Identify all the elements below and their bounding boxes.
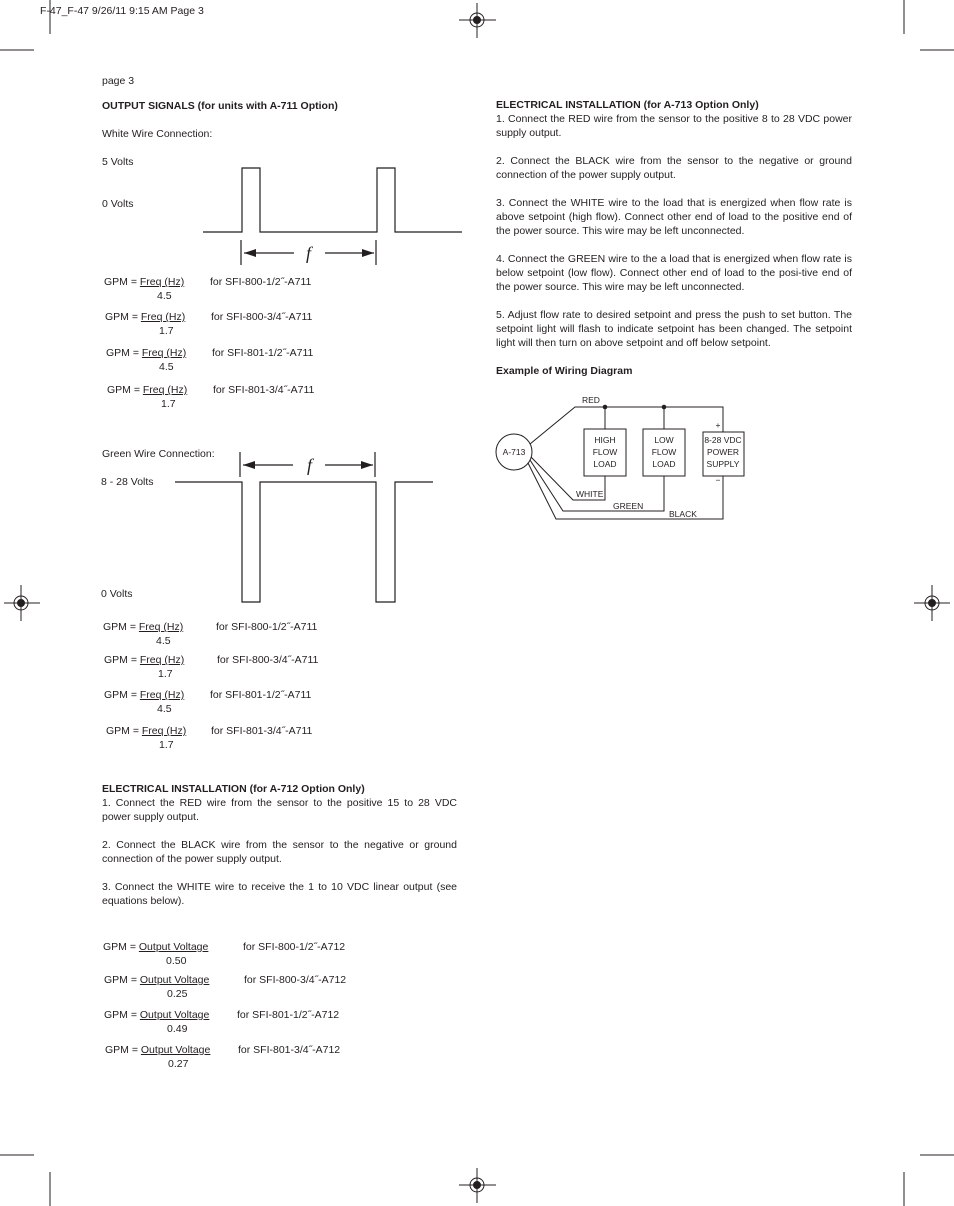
equation-lhs: GPM = Output Voltage	[104, 974, 210, 986]
equation-denominator: 0.25	[167, 988, 188, 1000]
equation-lhs: GPM = Freq (Hz)	[107, 384, 188, 396]
plus-terminal-label: +	[715, 420, 721, 430]
equation-lhs: GPM = Freq (Hz)	[104, 654, 185, 666]
equation-model: for SFI-801-3/4˝-A711	[211, 725, 313, 737]
equation-lhs: GPM = Freq (Hz)	[104, 689, 185, 701]
white-wire-label: White Wire Connection:	[102, 128, 213, 140]
high-load-line: HIGH	[594, 435, 616, 445]
equation-denominator: 0.49	[167, 1023, 188, 1035]
equation-denominator: 4.5	[159, 361, 174, 373]
equation-lhs: GPM = Output Voltage	[105, 1044, 211, 1056]
equation-lhs: GPM = Output Voltage	[103, 941, 209, 953]
equation-denominator: 4.5	[156, 635, 171, 647]
equation-model: for SFI-800-1/2˝-A711	[210, 276, 312, 288]
green-wire-label: Green Wire Connection:	[102, 448, 215, 460]
supply-line: SUPPLY	[706, 459, 740, 469]
print-slug: F-47_F-47 9/26/11 9:15 AM Page 3	[40, 5, 204, 17]
equation-denominator: 0.27	[168, 1058, 189, 1070]
wiring-diagram-heading: Example of Wiring Diagram	[496, 365, 633, 377]
equation-model: for SFI-801-1/2˝-A712	[237, 1009, 340, 1021]
black-wire-label: BLACK	[669, 509, 697, 519]
a712-step: 2. Connect the BLACK wire from the sensor to the negative or ground connection of the power supply output.	[102, 839, 457, 865]
equation-denominator: 0.50	[166, 955, 187, 967]
equation-denominator: 4.5	[157, 290, 172, 302]
sensor-label: A-713	[502, 447, 526, 457]
white-high-voltage: 5 Volts	[102, 156, 134, 168]
equation-denominator: 4.5	[157, 703, 172, 715]
equation-model: for SFI-800-3/4˝-A711	[211, 311, 313, 323]
equation-model: for SFI-800-3/4˝-A711	[217, 654, 319, 666]
frequency-symbol: f	[307, 455, 313, 475]
equation-model: for SFI-801-3/4˝-A712	[238, 1044, 341, 1056]
a712-heading: ELECTRICAL INSTALLATION (for A-712 Option Only)	[102, 783, 365, 795]
equation-model: for SFI-801-3/4˝-A711	[213, 384, 315, 396]
junction-dot	[662, 405, 667, 410]
equation-denominator: 1.7	[159, 739, 174, 751]
a713-step: 2. Connect the BLACK wire from the sensor to the negative or ground connection of the power supply output.	[496, 155, 852, 181]
equation-model: for SFI-800-3/4˝-A712	[244, 974, 347, 986]
equation-denominator: 1.7	[161, 398, 176, 410]
low-load-line: FLOW	[651, 447, 677, 457]
red-wire-label: RED	[582, 395, 600, 405]
high-load-line: FLOW	[592, 447, 618, 457]
equation-lhs: GPM = Freq (Hz)	[106, 347, 187, 359]
white-low-voltage: 0 Volts	[102, 198, 134, 210]
equation-lhs: GPM = Freq (Hz)	[103, 621, 184, 633]
a713-step: 1. Connect the RED wire from the sensor to the positive 8 to 28 VDC power supply output.	[496, 113, 852, 139]
minus-terminal-label: −	[715, 475, 721, 485]
a713-heading: ELECTRICAL INSTALLATION (for A-713 Option Only)	[496, 99, 759, 111]
equation-model: for SFI-801-1/2˝-A711	[210, 689, 312, 701]
page-label: page 3	[102, 75, 135, 87]
supply-line: POWER	[706, 447, 740, 457]
frequency-symbol: f	[306, 243, 312, 263]
green-high-voltage: 8 - 28 Volts	[101, 476, 154, 488]
green-low-voltage: 0 Volts	[101, 588, 133, 600]
equation-denominator: 1.7	[159, 325, 174, 337]
low-load-line: LOW	[654, 435, 674, 445]
a712-step: 3. Connect the WHITE wire to receive the 1 to 10 VDC linear output (see equations below).	[102, 881, 457, 907]
high-load-line: LOAD	[593, 459, 617, 469]
a713-step: 5. Adjust flow rate to desired setpoint and press the push to set button. The setpoint light will flash to indicate setpoint has been changed. The setpoint light will then turn on above setpoint and off below setpoint.	[496, 309, 852, 349]
equation-model: for SFI-800-1/2˝-A711	[216, 621, 318, 633]
equation-lhs: GPM = Freq (Hz)	[105, 311, 186, 323]
equation-model: for SFI-801-1/2˝-A711	[212, 347, 314, 359]
a713-step: 4. Connect the GREEN wire to the a load that is energized when flow rate is below setpoint (low flow). Connect other end of load to the posi-tive end of the power source. This wire may be left unconnected.	[496, 253, 852, 293]
low-load-line: LOAD	[652, 459, 676, 469]
junction-dot	[603, 405, 608, 410]
a713-step: 3. Connect the WHITE wire to the load that is energized when flow rate is above setpoint (high flow). Connect other end of load to the positive end of the power source. This wire may be left unconnected.	[496, 197, 852, 237]
green-wire-label: GREEN	[613, 501, 644, 511]
equation-lhs: GPM = Freq (Hz)	[104, 276, 185, 288]
equation-model: for SFI-800-1/2˝-A712	[243, 941, 346, 953]
a712-step: 1. Connect the RED wire from the sensor to the positive 15 to 28 VDC power supply output.	[102, 797, 457, 823]
white-wire-label: WHITE	[576, 489, 604, 499]
equation-lhs: GPM = Freq (Hz)	[106, 725, 187, 737]
equation-denominator: 1.7	[158, 668, 173, 680]
supply-line: 8-28 VDC	[704, 435, 742, 445]
equation-lhs: GPM = Output Voltage	[104, 1009, 210, 1021]
output-signals-heading: OUTPUT SIGNALS (for units with A-711 Option)	[102, 100, 338, 112]
